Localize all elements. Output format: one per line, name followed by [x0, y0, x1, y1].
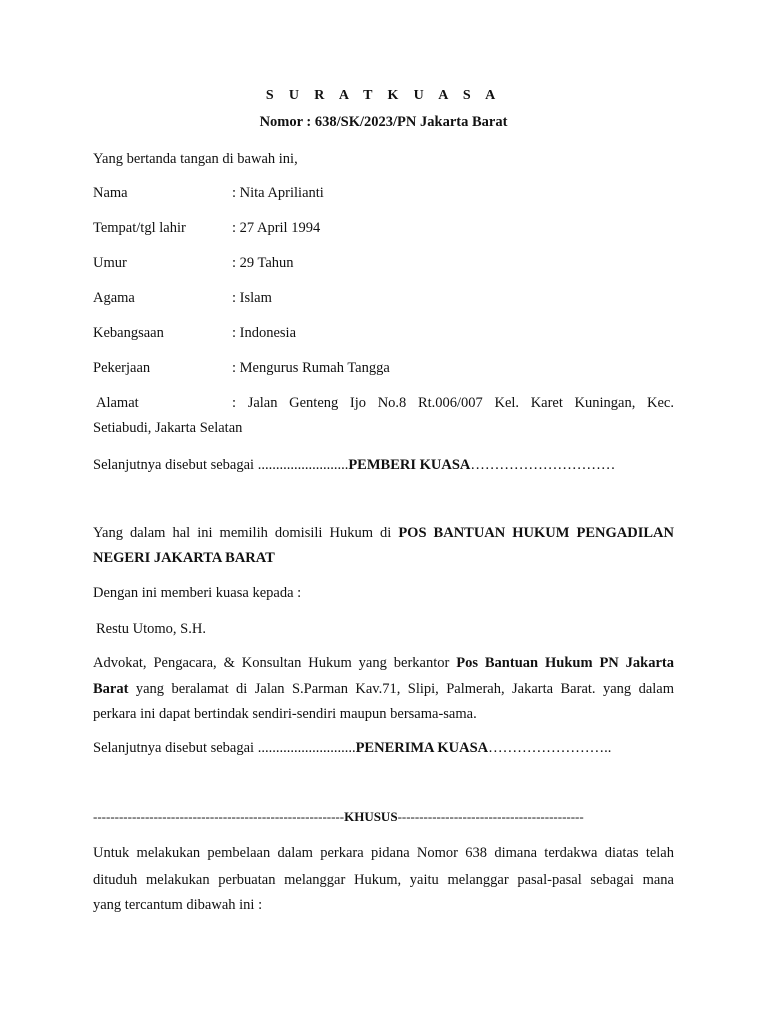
penerima-suffix: …………………….. [488, 740, 612, 756]
field-value-continued: Setiabudi, Jakarta Selatan [93, 420, 243, 436]
domisili-paragraph-line1 [93, 520, 674, 546]
advokat-paragraph-line2 [93, 676, 674, 702]
memberi-kuasa-text: Dengan ini memberi kuasa kepada : [93, 585, 302, 601]
domisili-prefix: Yang dalam hal ini memilih domisili Hukum di [93, 525, 399, 541]
khusus-divider [93, 809, 674, 825]
field-value: : Jalan Genteng Ijo No.8 Rt.006/007 Kel. Karet Kuningan, Kec. [232, 395, 674, 411]
khusus-dashes-left: ---------------------------------------------------------- [93, 809, 345, 824]
field-label: Tempat/tgl lahir [93, 220, 186, 236]
advokat-office-cont: Barat [93, 681, 129, 697]
advokat-paragraph-line1 [93, 650, 674, 676]
domisili-paragraph-line2 [93, 550, 275, 567]
document-title: S U R A T K U A S A [265, 88, 502, 103]
field-label: Pekerjaan [93, 360, 151, 376]
field-value: : 27 April 1994 [232, 220, 321, 236]
penerima-kuasa-label: PENERIMA KUASA [355, 740, 489, 756]
field-label: Kebangsaan [93, 325, 164, 341]
pemberi-kuasa-line [93, 457, 615, 474]
field-label: Umur [93, 255, 127, 271]
field-label: Agama [93, 290, 135, 306]
field-value: : Nita Aprilianti [232, 185, 324, 201]
pemberi-kuasa-label: PEMBERI KUASA [348, 457, 471, 473]
intro-text: Yang bertanda tangan di bawah ini, [93, 151, 298, 167]
khusus-label: KHUSUS [344, 809, 398, 824]
document-number: Nomor : 638/SK/2023/PN Jakarta Barat [259, 114, 508, 130]
penerima-kuasa-line [93, 740, 611, 757]
field-value: : Mengurus Rumah Tangga [232, 360, 390, 376]
khusus-dashes-right: ------------------------------------------- [397, 809, 584, 824]
field-value: : Islam [232, 290, 272, 306]
untuk-paragraph-line1: Untuk melakukan pembelaan dalam perkara pidana Nomor 638 dimana terdakwa diatas telah [93, 845, 674, 861]
field-label: Nama [93, 185, 128, 201]
advokat-office: Pos Bantuan Hukum PN Jakarta [456, 655, 675, 671]
field-value: : 29 Tahun [232, 255, 294, 271]
untuk-paragraph-line3: yang tercantum dibawah ini : [93, 897, 263, 913]
domisili-institution-cont: NEGERI JAKARTA BARAT [93, 550, 275, 566]
pemberi-suffix: ………………………… [470, 457, 616, 473]
field-value: : Indonesia [232, 325, 297, 341]
advokat-prefix: Advokat, Pengacara, & Konsultan Hukum yang berkantor [93, 655, 457, 671]
penerima-prefix: Selanjutnya disebut sebagai ........................... [93, 740, 356, 756]
domisili-institution: POS BANTUAN HUKUM PENGADILAN [398, 525, 674, 541]
penerima-nama: Restu Utomo, S.H. [96, 621, 206, 637]
untuk-paragraph-line2: dituduh melakukan perbuatan melanggar Hukum, yaitu melanggar pasal-pasal sebagai mana [93, 872, 674, 888]
field-label: Alamat [96, 395, 139, 411]
advokat-paragraph-line3: perkara ini dapat bertindak sendiri-sendiri maupun bersama-sama. [93, 706, 477, 722]
pemberi-prefix: Selanjutnya disebut sebagai ......................... [93, 457, 349, 473]
advokat-address: yang beralamat di Jalan S.Parman Kav.71, Slipi, Palmerah, Jakarta Barat. yang dalam [128, 681, 674, 697]
